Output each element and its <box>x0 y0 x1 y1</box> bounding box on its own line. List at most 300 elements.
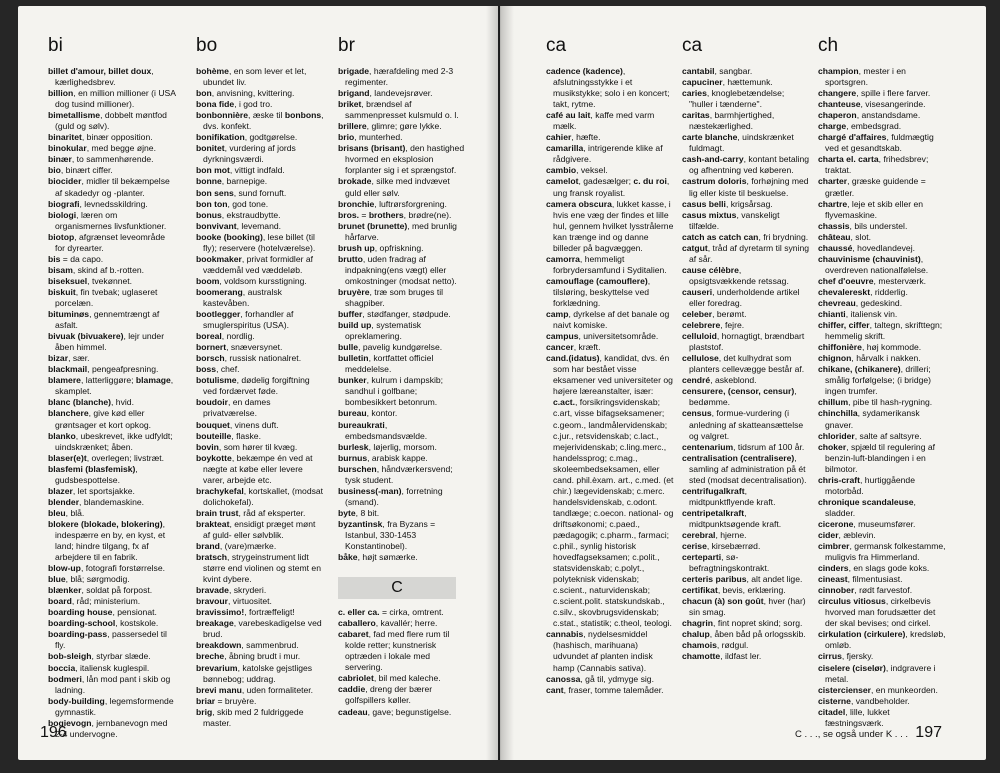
entry-definition: , fotografi forstørrelse. <box>80 563 165 574</box>
entry-term: bruyère <box>338 286 370 297</box>
entry-definition: , veksel. <box>576 165 608 176</box>
dictionary-entry <box>682 629 810 640</box>
dictionary-entry <box>682 574 810 585</box>
dictionary-entry <box>196 607 324 618</box>
entry-definition: , spille i flere farver. <box>856 88 931 99</box>
entry-definition: , kostskole. <box>115 618 159 629</box>
dictionary-entry <box>338 519 466 552</box>
entry-term: casus mixtus <box>682 209 737 220</box>
entry-term: cellulose <box>682 353 719 364</box>
entry-term: business(-man) <box>338 485 402 496</box>
entry-definition: , virtuositet. <box>228 596 272 607</box>
entry-definition: , anstandsdame. <box>856 110 921 121</box>
entry-term: brain trust <box>196 507 239 518</box>
entry-term: cerebral <box>682 529 716 540</box>
dictionary-entry <box>196 552 324 585</box>
dictionary-entry <box>48 265 176 276</box>
entry-definition: , give kød eller grøntsager et kort opkog. <box>55 408 152 430</box>
entry-definition: , pavelig kundgørelse. <box>358 342 443 353</box>
entry-term: bisam <box>48 264 73 275</box>
entry-definition: = da capo. <box>60 253 104 264</box>
entry-definition: , overdreven nationalfølelse. <box>825 253 929 275</box>
dictionary-entry <box>48 309 176 331</box>
column-header: bi <box>48 35 63 56</box>
entry-definition: , vittigt indfald. <box>229 165 285 176</box>
entry-definition: , bekæmpe én ved at nægte at købe eller levere varer, arbejde etc. <box>203 452 313 485</box>
entry-definition: , salte af saltsyre. <box>854 430 922 441</box>
entry-definition: , forhandler af smuglerspiritus (USA). <box>203 309 294 331</box>
entry-term: bogievogn <box>48 717 92 728</box>
dictionary-entry <box>48 154 176 165</box>
dictionary-entry <box>818 353 946 364</box>
dictionary-entry <box>546 342 674 353</box>
dictionary-entry <box>546 276 674 309</box>
dictionary-entry <box>196 685 324 696</box>
dictionary-entry <box>682 309 810 320</box>
entry-term: cand.(idatus) <box>546 353 600 364</box>
entry-term: bornert <box>196 342 227 353</box>
entry-term: bros. <box>338 209 360 220</box>
entry-definition: , skind af b.-rotten. <box>72 264 145 275</box>
entry-list <box>818 66 946 729</box>
dictionary-entry <box>818 320 946 342</box>
entry-definition: , forretning (smand). <box>345 485 443 507</box>
dictionary-entry <box>682 541 810 552</box>
entry-definition: , håndværkersvend; tysk student. <box>345 463 453 485</box>
entry-term: blanc (blanche) <box>48 397 112 408</box>
page-number: 197 <box>915 724 942 741</box>
entry-term: brig <box>196 706 213 717</box>
entry-definition: , levemand. <box>236 220 282 231</box>
dictionary-entry <box>196 276 324 287</box>
entry-definition: , drilleri; smålig forfølgelse; (i bridge) ingen trumfer. <box>825 364 932 397</box>
entry-term: bob-sleigh <box>48 651 92 662</box>
entry-term: cancer <box>546 342 574 353</box>
entry-term: cambio <box>546 165 577 176</box>
entry-term: chianti <box>818 309 846 320</box>
entry-term: chlorider <box>818 430 855 441</box>
entry-term: biskuit <box>48 286 76 297</box>
dictionary-entry <box>682 386 810 408</box>
dictionary-entry <box>682 199 810 210</box>
footer-note: C . . ., se også under K . . . <box>795 729 908 740</box>
entry-term: cirkulation (cirkulere) <box>818 629 906 640</box>
dictionary-entry <box>338 618 466 629</box>
entry-definition: , binært ciffer. <box>60 165 113 176</box>
entry-term: chef d'oeuvre <box>818 275 874 286</box>
entry-term: cadeau <box>338 706 368 717</box>
column-header: bo <box>196 35 218 56</box>
entry-definition: , bil med kaleche. <box>373 673 441 684</box>
dictionary-entry <box>48 165 176 176</box>
entry-definition: , råd; ministerium. <box>71 596 141 607</box>
entry-term: chiffonière <box>818 342 862 353</box>
dictionary-entry <box>338 464 466 486</box>
dictionary-entry <box>48 453 176 464</box>
dictionary-entry <box>682 287 810 309</box>
dictionary-entry <box>196 66 324 88</box>
dictionary-entry <box>682 88 810 110</box>
dictionary-entry <box>818 530 946 541</box>
entry-definition: , hærafdeling med 2-3 regimenter. <box>345 66 454 88</box>
dictionary-entry <box>196 99 324 110</box>
entry-term: catgut <box>682 242 708 253</box>
page-number: 196 <box>40 724 67 741</box>
entry-definition: , spjæld til regulering af benzin-luft-blandingen i en bilmotor. <box>825 441 936 474</box>
entry-term: blænker <box>48 585 82 596</box>
entry-term: caritas <box>682 110 710 121</box>
entry-definition: , fraser, tomme talemåder. <box>563 684 664 695</box>
entry-term: biocider <box>48 176 82 187</box>
dictionary-entry <box>818 574 946 585</box>
entry-term: bulletin <box>338 353 369 364</box>
dictionary-entry <box>48 629 176 651</box>
entry-definition: , varebeskadigelse ved brud. <box>203 618 322 640</box>
entry-term: chillum <box>818 397 849 408</box>
entry-definition: , en million millioner (i USA dog tusind millioner). <box>55 88 176 110</box>
entry-term: census <box>682 408 712 419</box>
dictionary-entry <box>196 707 324 729</box>
dictionary-entry <box>546 110 674 132</box>
entry-term: chronique scandaleuse <box>818 496 914 507</box>
entry-term: cause célèbre <box>682 264 739 275</box>
dictionary-entry <box>48 486 176 497</box>
dictionary-entry <box>48 331 176 353</box>
entry-definition: , bedømme. <box>689 386 797 408</box>
entry-definition: , embedsmandsvælde. <box>345 419 428 441</box>
entry-definition: , visesangerinde. <box>860 99 926 110</box>
entry-definition: , 8 bit. <box>355 507 380 518</box>
entry-definition: , ildfast ler. <box>720 651 762 662</box>
entry-definition: , tidsrum af 100 år. <box>733 441 805 452</box>
dictionary-entry <box>338 221 466 243</box>
entry-term: blokere (blokade, blokering) <box>48 518 163 529</box>
entry-term: biografi <box>48 198 80 209</box>
dictionary-entry <box>196 618 324 640</box>
entry-definition: , højt sømærke. <box>357 552 418 563</box>
dictionary-entry <box>546 309 674 331</box>
dictionary-entry <box>682 508 810 530</box>
entry-definition: , afgrænset leveområde for dyrearter. <box>55 231 166 253</box>
entry-term: chignon <box>818 353 852 364</box>
entry-term: censurere, (censor, censur) <box>682 386 795 397</box>
entry-term: bonbonnière <box>196 110 249 121</box>
entry-term: biseksuel <box>48 275 88 286</box>
entry-term: blackmail <box>48 364 88 375</box>
entry-definition: , bils understel. <box>849 220 908 231</box>
entry-term: bunker <box>338 375 367 386</box>
dictionary-entry <box>546 176 674 198</box>
entry-definition: , løjerlig, morsom. <box>368 441 437 452</box>
entry-definition: , museumsfører. <box>853 518 916 529</box>
entry-term: choker <box>818 441 847 452</box>
dictionary-entry <box>48 663 176 674</box>
entry-definition: , kortfattet officiel meddelelse. <box>345 353 434 375</box>
entry-term: centrifugalkraft <box>682 485 745 496</box>
entry-definition: , ubeskrevet, ikke udfyldt; uindskrænket; åben. <box>55 430 173 452</box>
entry-term: biologi <box>48 209 77 220</box>
dictionary-entry <box>682 77 810 88</box>
entry-definition: , flaske. <box>231 430 261 441</box>
dictionary-entry <box>196 696 324 707</box>
entry-term: bookmaker <box>196 253 242 264</box>
entry-definition: , åbning brudt i mur. <box>224 651 301 662</box>
entry-definition: , godtgørelse. <box>244 132 298 143</box>
entry-term: breakdown <box>196 640 242 651</box>
dictionary-entry <box>48 408 176 430</box>
dictionary-entry <box>338 442 466 453</box>
entry-definition: , glimre; gøre lykke. <box>366 121 442 132</box>
entry-definition: , lille, lukket fæstningsværk. <box>825 706 890 728</box>
dictionary-entry <box>338 684 466 706</box>
entry-term: brothers <box>368 209 404 220</box>
dictionary-entry <box>48 110 176 132</box>
column-ca-1 <box>546 34 674 696</box>
entry-definition: , fuldmægtig ved et gesandtskab. <box>825 132 934 154</box>
dictionary-entry <box>196 199 324 210</box>
entry-definition: , jernbanevogn med 2-4 undervogne. <box>55 717 168 739</box>
entry-term: brand <box>196 541 220 552</box>
entry-definition: , ung fransk royalist. <box>553 176 670 198</box>
dictionary-entry <box>818 596 946 629</box>
dictionary-entry <box>196 640 324 651</box>
dictionary-entry <box>818 541 946 563</box>
entry-definition: , vurdering af jords dyrkningsværdi. <box>203 143 296 165</box>
entry-term: bivuak (bivuakere) <box>48 331 124 342</box>
dictionary-entry <box>338 508 466 519</box>
entry-term: ciselere (ciselør) <box>818 662 886 673</box>
entry-term: brigand <box>338 88 370 99</box>
entry-term: celeber <box>682 309 713 320</box>
entry-definition: , hemmeligt forbrydersamfund i Syditalien. <box>553 253 667 275</box>
dictionary-entry <box>818 254 946 276</box>
column-bi <box>48 34 176 740</box>
dictionary-entry <box>338 66 466 88</box>
entry-definition: = <box>359 209 369 220</box>
dictionary-entry <box>196 541 324 552</box>
entry-definition: , læren om organismernes livsfunktioner. <box>55 209 167 231</box>
column-header: ca <box>546 35 567 56</box>
dictionary-entry <box>48 276 176 287</box>
dictionary-entry <box>818 408 946 430</box>
entry-term: botulisme <box>196 375 237 386</box>
entry-definition: , gennemtrængt af asfalt. <box>55 309 160 331</box>
left-page <box>18 6 498 760</box>
entry-definition: , kontant betaling og afhentning ved køberen. <box>689 154 810 176</box>
dictionary-entry <box>818 696 946 707</box>
entry-definition: , kræft. <box>573 342 601 353</box>
entry-definition: , god tone. <box>227 198 269 209</box>
entry-definition: , to sammenhørende. <box>71 154 154 165</box>
entry-term: bonifikation <box>196 132 245 143</box>
entry-definition: , landevejsrøver. <box>369 88 433 99</box>
entry-term: binaritet <box>48 132 82 143</box>
entry-definition: , formue-vurdering (i anledning af skatteansættelse og valgret. <box>689 408 804 441</box>
entry-definition: , hvid. <box>111 397 134 408</box>
entry-definition: = cirka, omtrent. <box>379 607 444 618</box>
entry-definition: , binær opposition. <box>81 132 153 143</box>
dictionary-entry <box>338 88 466 99</box>
entry-term: bon sens <box>196 187 234 198</box>
entry-term: carte blanche <box>682 132 738 143</box>
entry-term: boudoir <box>196 397 228 408</box>
dictionary-entry <box>546 199 674 254</box>
dictionary-entry <box>48 585 176 596</box>
entry-term: board <box>48 596 72 607</box>
entry-term: charter <box>818 176 848 187</box>
dictionary-entry <box>682 530 810 541</box>
entry-term: bituminøs <box>48 309 90 320</box>
entry-term: brigade <box>338 66 370 76</box>
entry-definition: , uindskrænket fuldmagt. <box>689 132 794 154</box>
entry-definition: , hornagtigt, brændbart plaststof. <box>689 331 805 353</box>
entry-term: citadel <box>818 706 846 717</box>
dictionary-entry <box>682 331 810 353</box>
entry-term: bratsch <box>196 552 228 563</box>
dictionary-entry <box>48 519 176 563</box>
entry-term: blue <box>48 574 66 585</box>
entry-definition: , brødre(ne). <box>403 209 452 220</box>
entry-term: cadence (kadence) <box>546 66 623 76</box>
entry-definition: , hjerne. <box>715 529 747 540</box>
entry-term: boarding house <box>48 607 113 618</box>
entry-term: bovin <box>196 441 219 452</box>
dictionary-entry <box>48 210 176 232</box>
entry-term: camp <box>546 309 569 320</box>
entry-term: circulus vitiosus <box>818 596 886 607</box>
entry-definition: , ensidigt præget mønt af guld- eller sølvblik. <box>203 518 316 540</box>
entry-term: briar <box>196 695 216 706</box>
entry-term: byzantinsk <box>338 518 383 529</box>
dictionary-entry <box>682 132 810 154</box>
entry-term: brillere <box>338 121 367 132</box>
entry-term: brevarium <box>196 662 238 673</box>
entry-list <box>546 66 674 696</box>
entry-term: cabriolet <box>338 673 374 684</box>
dictionary-entry <box>546 254 674 276</box>
entry-term: caries <box>682 88 707 99</box>
entry-definition: , hættemunk. <box>722 77 773 88</box>
entry-term: bimetallisme <box>48 110 101 121</box>
column-br <box>338 34 466 718</box>
entry-definition: , kortskallet, (modsat dolichokefal). <box>203 485 324 507</box>
dictionary-entry <box>682 66 810 77</box>
entry-term: brevi manu <box>196 684 242 695</box>
entry-term: bonitet <box>196 143 225 154</box>
dictionary-entry <box>818 519 946 530</box>
entry-term: centripetalkraft <box>682 507 745 518</box>
entry-term: caballero <box>338 618 376 629</box>
entry-definition: , mesterværk. <box>873 275 927 286</box>
dictionary-entry <box>818 276 946 287</box>
entry-definition: , berømt. <box>712 309 747 320</box>
entry-definition: , nydelsesmiddel (hashisch, marihuana) udvundet af planten indisk hamp (Cannabis sativa). <box>553 629 653 673</box>
entry-term: brokade <box>338 176 372 187</box>
dictionary-entry <box>338 210 466 221</box>
entry-definition: , fra Byzans = Istanbul, 330-1453 Konstantinobel). <box>345 518 436 552</box>
entry-term: billion <box>48 88 74 99</box>
entry-definition: = bruyère. <box>215 695 257 706</box>
entry-term: c. du roi <box>633 176 667 187</box>
dictionary-entry <box>338 243 466 254</box>
entry-definition: , legemsformende gymnastik. <box>55 695 174 717</box>
dictionary-entry <box>818 243 946 254</box>
entry-definition: , kulrum i dampskib; sandhul i golfbane; bombesikkert betonrum. <box>345 375 444 408</box>
entry-term: bravour <box>196 596 228 607</box>
dictionary-entry <box>48 176 176 198</box>
dictionary-entry <box>546 629 674 673</box>
entry-definition: , fortræffeligt! <box>244 607 295 618</box>
dictionary-entry <box>196 420 324 431</box>
entry-term: blamage <box>135 375 171 386</box>
entry-term: capuciner <box>682 77 723 88</box>
dictionary-entry <box>338 673 466 684</box>
entry-term: bis <box>48 253 61 264</box>
dictionary-entry <box>682 210 810 232</box>
entry-term: chagrin <box>682 618 714 629</box>
entry-definition: , pensionat. <box>112 607 157 618</box>
entry-definition: , voldsom kursstigning. <box>219 275 307 286</box>
entry-term: charge <box>818 121 847 132</box>
entry-definition: , munterhed. <box>354 132 403 143</box>
entry-term: chaperon <box>818 110 857 121</box>
entry-definition: , lukket kasse, i hvis ene væg der findes et lille hul, gennem hvilket lysstrålerne kan trænge ind og danne billeder på bagvæggen. <box>553 198 674 253</box>
entry-term: boykotte <box>196 452 232 463</box>
entry-definition: , embedsgrad. <box>846 121 902 132</box>
entry-definition: , opsigtsvækkende retssag. <box>689 264 789 286</box>
entry-definition: , tilsløring, beskyttelse ved forklædning. <box>553 275 651 308</box>
entry-term: camorra <box>546 253 580 264</box>
dictionary-entry <box>818 364 946 397</box>
dictionary-entry <box>682 154 810 176</box>
entry-term: booke (booking) <box>196 231 263 242</box>
dictionary-entry <box>338 375 466 408</box>
entry-term: champion <box>818 66 859 76</box>
entry-term: boom <box>196 275 220 286</box>
dictionary-entry <box>48 232 176 254</box>
entry-term: binær <box>48 154 72 165</box>
entry-list <box>196 66 324 729</box>
dictionary-entry <box>818 132 946 154</box>
dictionary-entry <box>818 475 946 497</box>
entry-definition: , med begge øjne. <box>86 143 156 154</box>
section-letter: C <box>391 579 403 597</box>
entry-term: charta el. carta <box>818 154 879 165</box>
entry-definition: , den hastighed hvormed en eksplosion forplanter sig i et sprængstof. <box>345 143 465 176</box>
entry-definition: , afslutningsstykke i et musikstykke; solo i en koncert; takt, rytme. <box>553 66 670 110</box>
entry-definition: , hårvalk i nakken. <box>851 353 921 364</box>
entry-term: blanchere <box>48 408 89 419</box>
entry-term: chris-craft <box>818 474 861 485</box>
dictionary-entry <box>48 563 176 574</box>
dictionary-entry <box>818 309 946 320</box>
dictionary-entry <box>48 431 176 453</box>
entry-definition: , systematisk opreklamering. <box>345 320 422 342</box>
entry-definition: , dyrkelse af det banale og naivt komiske. <box>553 309 670 331</box>
entry-term: brush up <box>338 242 375 253</box>
dictionary-entry <box>338 607 466 618</box>
entry-list <box>338 66 466 563</box>
entry-definition: , fin tvebak; uglaseret porcelæn. <box>55 286 158 308</box>
entry-term: chartre <box>818 198 848 209</box>
entry-term: café au lait <box>546 110 591 121</box>
dictionary-entry <box>48 607 176 618</box>
entry-definition: , åben båd på orlogsskib. <box>709 629 806 640</box>
entry-term: bizar <box>48 353 69 364</box>
entry-term: briket <box>338 99 362 110</box>
dictionary-entry <box>338 99 466 121</box>
entry-definition: , cirkelbevis hvorved man forudsætter det der skal bevises; ond cirkel. <box>825 596 936 629</box>
